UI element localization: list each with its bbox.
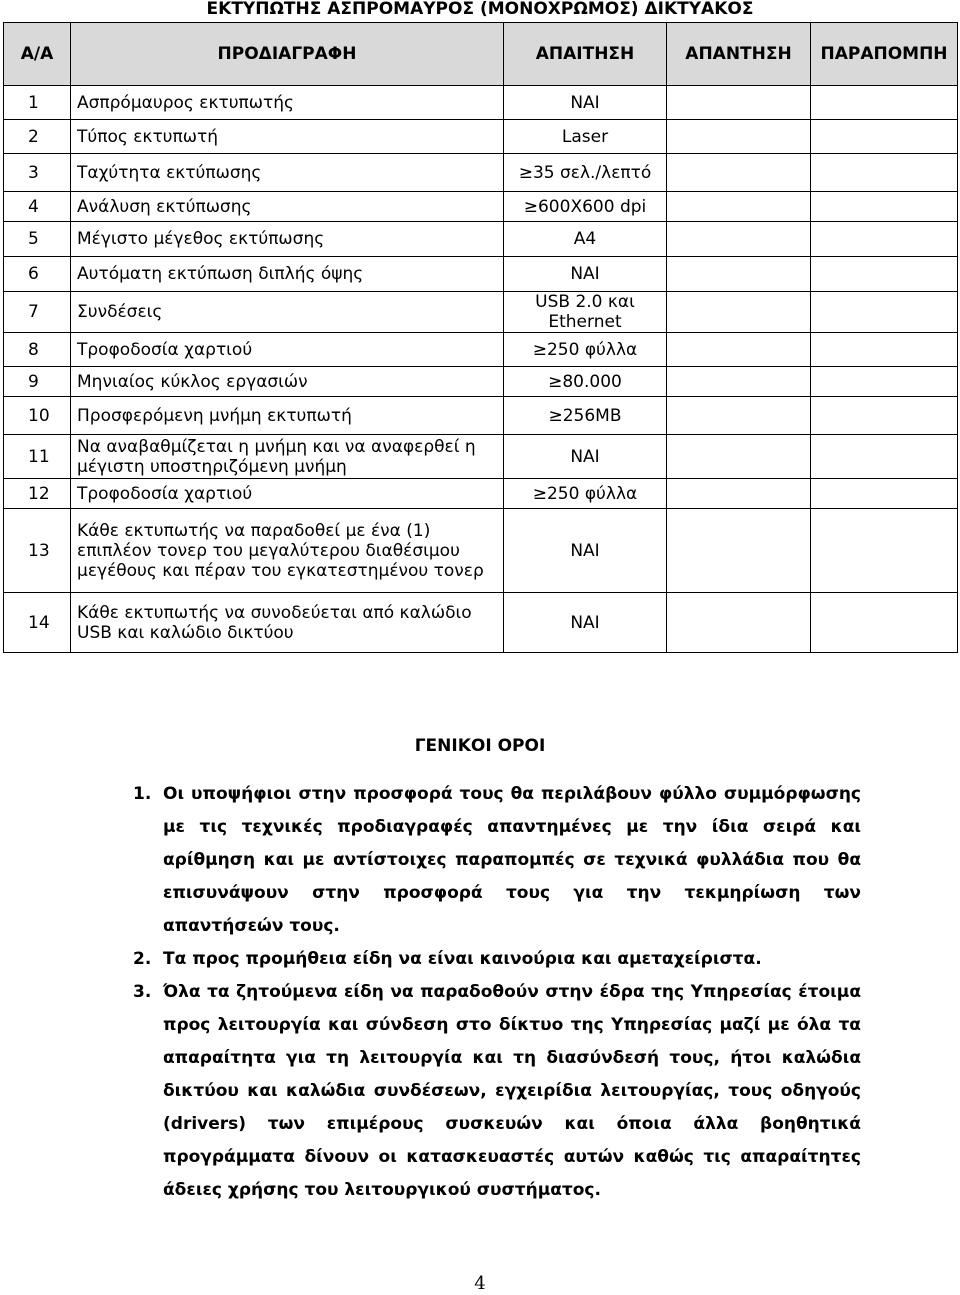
row-number: 7 [4, 292, 71, 333]
table-row [4, 192, 958, 222]
table-row [4, 154, 958, 192]
table-row [4, 257, 958, 292]
row-answer [667, 192, 811, 222]
row-reference [811, 154, 958, 192]
row-reference [811, 479, 958, 509]
row-number: 10 [4, 397, 71, 435]
row-requirement: ΝΑΙ [504, 86, 667, 120]
row-number: 3 [4, 154, 71, 192]
header-aa: Α/Α [4, 23, 71, 86]
row-requirement: ≥80.000 [504, 367, 667, 397]
row-reference [811, 367, 958, 397]
row-requirement: A4 [504, 222, 667, 257]
table-header-row [4, 23, 958, 86]
row-reference [811, 509, 958, 593]
row-spec: Τροφοδοσία χαρτιού [71, 479, 504, 509]
table-row [4, 479, 958, 509]
row-spec: Μηνιαίος κύκλος εργασιών [71, 367, 504, 397]
row-number: 4 [4, 192, 71, 222]
row-requirement: ΝΑΙ [504, 593, 667, 653]
row-reference [811, 292, 958, 333]
row-number: 5 [4, 222, 71, 257]
row-number: 6 [4, 257, 71, 292]
row-number: 2 [4, 120, 71, 154]
term-text: Τα προς προμήθεια είδη να είναι καινούρια και αμεταχείριστα. [163, 949, 762, 969]
row-reference [811, 593, 958, 653]
document-title: ΕΚΤΥΠΩΤΗΣ ΑΣΠΡΟΜΑΥΡΟΣ (ΜΟΝΟΧΡΩΜΟΣ) ΔΙΚΤΥΑΚΟΣ [206, 0, 754, 19]
row-answer [667, 593, 811, 653]
row-answer [667, 257, 811, 292]
row-spec: Να αναβαθμίζεται η μνήμη και να αναφερθεί η μέγιστη υποστηριζόμενη μνήμη [71, 435, 504, 479]
row-answer [667, 86, 811, 120]
term-text: Όλα τα ζητούμενα είδη να παραδοθούν στην έδρα της Υπηρεσίας έτοιμα προς λειτουργία και σύνδεση στο δίκτυο της Υπηρεσίας μαζί με όλα τα απαραίτητα για τη λειτουργία και τη διασύνδεσή τους, ήτοι καλώδια δικτύου και καλώδια συνδέσεων, εγχειρίδια λειτουργίας, τους οδηγούς (drivers) των επιμέρους συσκευών και όποια άλλα βοηθητικά προγράμματα δίνουν οι κατασκευαστές αυτών καθώς τις απαραίτητες άδειες χρήσης του λειτουργικού συστήματος. [163, 982, 861, 1200]
row-number: 8 [4, 333, 71, 367]
row-spec: Αυτόματη εκτύπωση διπλής όψης [71, 257, 504, 292]
term-item [133, 778, 861, 943]
row-requirement: ΝΑΙ [504, 257, 667, 292]
row-number: 12 [4, 479, 71, 509]
row-reference [811, 86, 958, 120]
row-requirement: ΝΑΙ [504, 435, 667, 479]
table-row [4, 509, 958, 593]
header-answer: ΑΠΑΝΤΗΣΗ [667, 23, 811, 86]
term-number: 2. [133, 949, 152, 969]
row-answer [667, 120, 811, 154]
row-spec: Συνδέσεις [71, 292, 504, 333]
row-spec: Προσφερόμενη μνήμη εκτυπωτή [71, 397, 504, 435]
row-spec: Ταχύτητα εκτύπωσης [71, 154, 504, 192]
table-row [4, 593, 958, 653]
term-item [133, 943, 861, 976]
row-requirement: ≥250 φύλλα [504, 479, 667, 509]
header-spec: ΠΡΟΔΙΑΓΡΑΦΗ [71, 23, 504, 86]
row-reference [811, 333, 958, 367]
row-number: 14 [4, 593, 71, 653]
row-requirement: ≥250 φύλλα [504, 333, 667, 367]
row-answer [667, 509, 811, 593]
term-item [133, 976, 861, 1207]
row-answer [667, 292, 811, 333]
row-requirement: ≥256MB [504, 397, 667, 435]
row-answer [667, 435, 811, 479]
row-spec: Κάθε εκτυπωτής να συνοδεύεται από καλώδιο USB και καλώδιο δικτύου [71, 593, 504, 653]
general-terms-title: ΓΕΝΙΚΟΙ ΟΡΟΙ [414, 736, 546, 756]
table-row [4, 222, 958, 257]
header-requirement: ΑΠΑΙΤΗΣΗ [504, 23, 667, 86]
row-answer [667, 222, 811, 257]
row-reference [811, 222, 958, 257]
row-requirement: ≥600X600 dpi [504, 192, 667, 222]
row-answer [667, 333, 811, 367]
row-requirement: Laser [504, 120, 667, 154]
table-row [4, 120, 958, 154]
term-number: 3. [133, 982, 152, 1002]
row-answer [667, 479, 811, 509]
term-text: Οι υποψήφιοι στην προσφορά τους θα περιλάβουν φύλλο συμμόρφωσης με τις τεχνικές προδιαγραφές απαντημένες με την ίδια σειρά και αρίθμηση και με αντίστοιχες παραπομπές σε τεχνικά φυλλάδια που θα επισυνάψουν στην προσφορά τους για την τεκμηρίωση των απαντήσεών τους. [163, 784, 861, 936]
row-spec: Μέγιστο μέγεθος εκτύπωσης [71, 222, 504, 257]
row-reference [811, 257, 958, 292]
row-reference [811, 397, 958, 435]
page-number: 4 [474, 1273, 486, 1294]
general-terms-list [133, 778, 861, 1207]
table-row [4, 367, 958, 397]
row-reference [811, 120, 958, 154]
row-requirement: ≥35 σελ./λεπτό [504, 154, 667, 192]
table-row [4, 333, 958, 367]
row-number: 1 [4, 86, 71, 120]
row-number: 9 [4, 367, 71, 397]
row-spec: Τροφοδοσία χαρτιού [71, 333, 504, 367]
row-answer [667, 154, 811, 192]
table-row [4, 292, 958, 333]
row-answer [667, 367, 811, 397]
row-answer [667, 397, 811, 435]
header-reference: ΠΑΡΑΠΟΜΠΗ [811, 23, 958, 86]
row-reference [811, 435, 958, 479]
row-requirement: USB 2.0 και Ethernet [504, 292, 667, 333]
table-row [4, 86, 958, 120]
spec-table [3, 22, 958, 653]
row-number: 13 [4, 509, 71, 593]
row-spec: Κάθε εκτυπωτής να παραδοθεί με ένα (1) επιπλέον τονερ του μεγαλύτερου διαθέσιμου μεγέθους και πέραν του εγκατεστημένου τονερ [71, 509, 504, 593]
table-row [4, 435, 958, 479]
row-spec: Ανάλυση εκτύπωσης [71, 192, 504, 222]
row-number: 11 [4, 435, 71, 479]
row-spec: Ασπρόμαυρος εκτυπωτής [71, 86, 504, 120]
row-spec: Τύπος εκτυπωτή [71, 120, 504, 154]
row-requirement: ΝΑΙ [504, 509, 667, 593]
table-row [4, 397, 958, 435]
row-reference [811, 192, 958, 222]
term-number: 1. [133, 784, 152, 804]
